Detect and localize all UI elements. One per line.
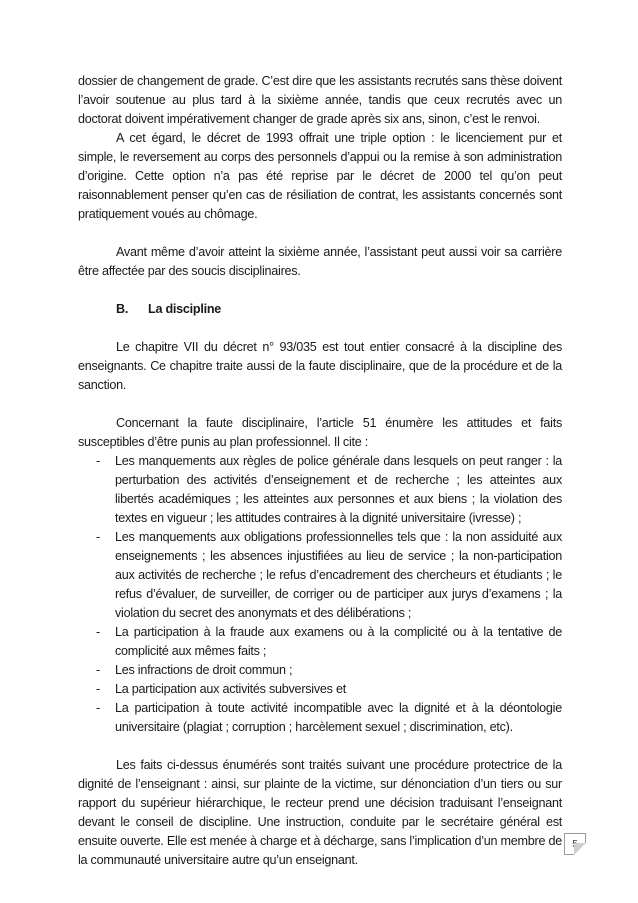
list-item: - Les infractions de droit commun ; (115, 661, 562, 680)
list-item: - Les manquements aux règles de police générale dans lesquels on peut ranger : la perturbation des activités d’enseignement et de recherche ; les atteintes aux libertés académiques ; les atteintes aux personnes et aux biens ; la violation des textes en vigueur ; les attitudes contraires à la dignité universitaire (ivresse) ; (115, 452, 562, 528)
paragraph-chapter-vii: Le chapitre VII du décret n° 93/035 est tout entier consacré à la discipline des enseignants. Ce chapitre traite aussi de la faute disciplinaire, que de la procédure et de la sanction. (78, 340, 562, 392)
document-page (78, 72, 562, 870)
list-item: - La participation à toute activité incompatible avec la dignité et à la déontologie universitaire (plagiat ; corruption ; harcèlement sexuel ; discrimination, etc). (115, 699, 562, 737)
paragraph-gap (78, 224, 562, 243)
paragraph-gap (78, 281, 562, 300)
list-item: - La participation aux activités subversives et (115, 680, 562, 699)
list-item: - La participation à la fraude aux examens ou à la complicité ou à la tentative de complicité aux mêmes faits ; (115, 623, 562, 661)
paragraph-sixth-year: Avant même d’avoir atteint la sixième année, l’assistant peut aussi voir sa carrière être affectée par des soucis disciplinaires. (78, 245, 562, 278)
section-title: La discipline (148, 302, 222, 316)
paragraph-decree-1993: A cet égard, le décret de 1993 offrait une triple option : le licenciement pur et simple, le reversement au corps des personnels d’appui ou la remise à son administration d’origine. Cette option n’a pas été reprise par le décret de 2000 tel qu’on peut raisonnablement penser qu’en cas de résiliation de contrat, les assistants concernés sont pratiquement voués au chômage. (78, 131, 562, 221)
section-heading (78, 300, 562, 319)
faults-list (78, 452, 562, 737)
paragraph-article-51: Concernant la faute disciplinaire, l’article 51 énumère les attitudes et faits susceptibles d’être punis au plan professionnel. Il cite : (78, 416, 562, 449)
paragraph-gap (78, 737, 562, 756)
paragraph-continuation: dossier de changement de grade. C’est dire que les assistants recrutés sans thèse doivent l’avoir soutenue au plus tard à la sixième année, tandis que ceux recrutés avec un doctorat doivent impérativement changer de grade après six ans, sinon, c’est le renvoi. (78, 74, 562, 126)
paragraph-gap (78, 395, 562, 414)
paragraph-gap (78, 319, 562, 338)
section-number: B. (116, 302, 129, 316)
page-number (564, 833, 586, 855)
paragraph-procedure: Les faits ci-dessus énumérés sont traités suivant une procédure protectrice de la dignité de l’enseignant : ainsi, sur plainte de la victime, sur dénonciation d’un tiers ou sur rapport du supérieur hiérarchique, le recteur prend une décision traduisant l’enseignant devant le conseil de discipline. Une instruction, conduite par le secrétaire général est ensuite ouverte. Elle est menée à charge et à décharge, sans l’implication d’un membre de la communauté universitaire autre qu’un enseignant. (78, 758, 562, 867)
list-item: - Les manquements aux obligations professionnelles tels que : la non assiduité aux enseignements ; les absences injustifiées au lieu de service ; la non-participation aux activités de recherche ; le refus d’encadrement des chercheurs et étudiants ; le refus d’évaluer, de surveiller, de corriger ou de participer aux jurys d’examens ; la violation du secret des anonymats et des délibérations ; (115, 528, 562, 623)
page-number-label: 5 (572, 839, 578, 850)
page-fold-icon (574, 843, 586, 855)
